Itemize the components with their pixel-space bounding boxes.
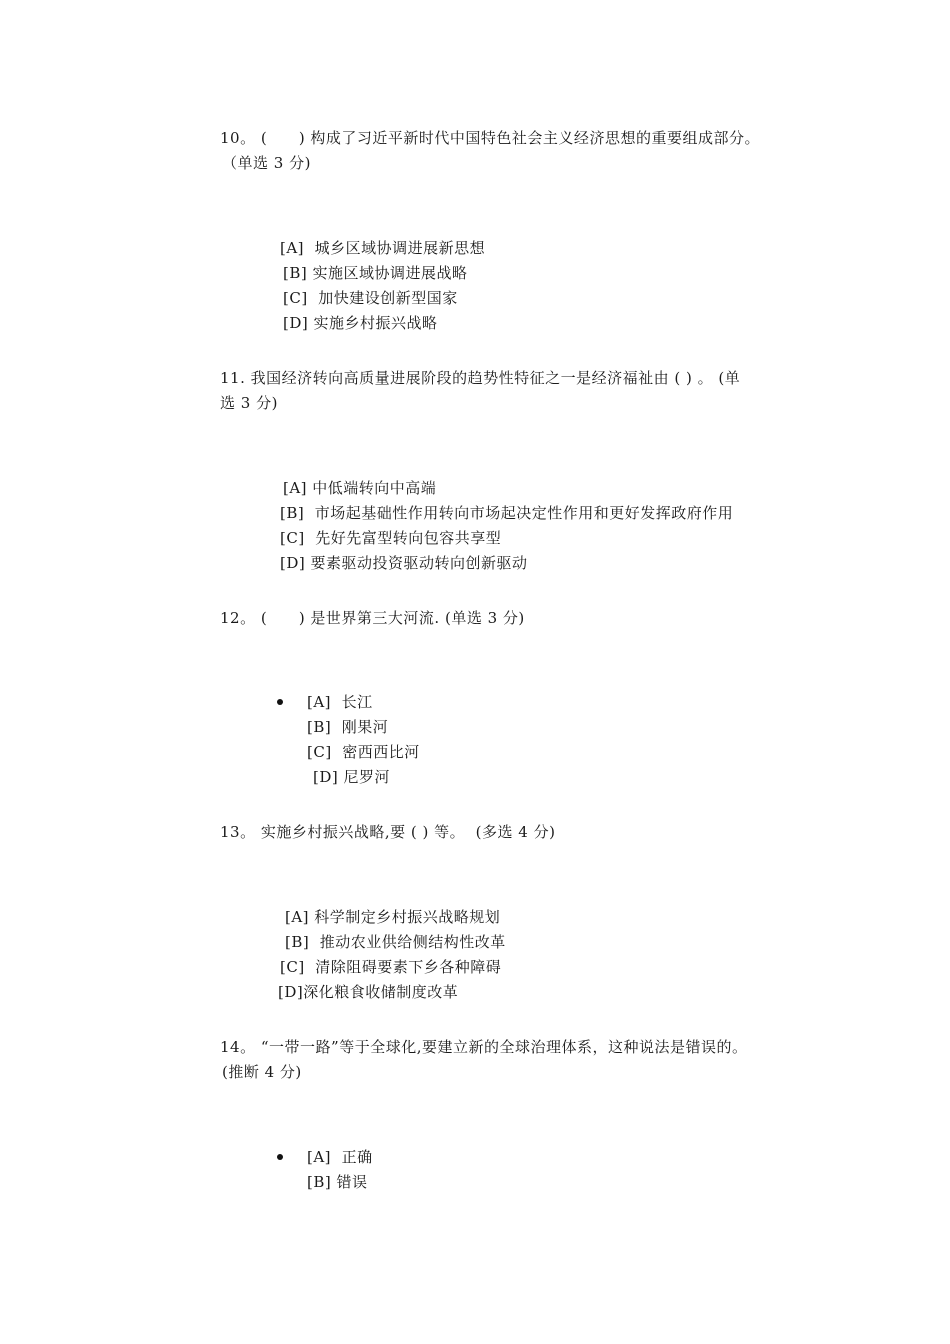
question-10-option-d[interactable]: [D] 实施乡村振兴战略 [283, 314, 438, 332]
question-13-option-a[interactable]: [A] 科学制定乡村振兴战略规划 [285, 908, 501, 926]
question-13-option-b[interactable]: [B] 推动农业供给侧结构性改革 [285, 933, 506, 951]
question-14-option-a[interactable]: [A] 正确 [307, 1148, 373, 1166]
question-10-option-a[interactable]: [A] 城乡区域协调进展新思想 [280, 239, 486, 257]
question-11-option-c[interactable]: [C] 先好先富型转向包容共享型 [280, 529, 502, 547]
question-12-option-a[interactable]: [A] 长江 [307, 693, 373, 711]
question-13-option-c[interactable]: [C] 清除阻碍要素下乡各种障碍 [280, 958, 502, 976]
selected-bullet-icon [277, 699, 283, 705]
question-10-option-c[interactable]: [C] 加快建设创新型国家 [283, 289, 458, 307]
question-11-stem: 11. 我国经济转向高质量进展阶段的趋势性特征之一是经济福祉由 ( ) 。 (单 [220, 369, 741, 387]
question-12-option-b[interactable]: [B] 刚果河 [307, 718, 389, 736]
question-11-option-b[interactable]: [B] 市场起基础性作用转向市场起决定性作用和更好发挥政府作用 [280, 504, 734, 522]
question-12-option-c[interactable]: [C] 密西西比河 [307, 743, 420, 761]
question-10-meta: （单选 3 分) [222, 154, 311, 172]
question-11-meta: 选 3 分) [220, 394, 278, 412]
question-11-option-a[interactable]: [A] 中低端转向中高端 [283, 479, 437, 497]
selected-bullet-icon [277, 1154, 283, 1160]
question-13-stem: 13。 实施乡村振兴战略,要 ( ) 等。 (多选 4 分) [220, 823, 556, 841]
question-14-meta: (推断 4 分) [222, 1063, 302, 1081]
question-13-option-d[interactable]: [D]深化粮食收储制度改革 [278, 983, 459, 1001]
question-12-option-d[interactable]: [D] 尼罗河 [313, 768, 390, 786]
question-12-stem: 12。 ( ) 是世界第三大河流. (单选 3 分) [220, 609, 525, 627]
question-14-stem: 14。 “一带一路”等于全球化,要建立新的全球治理体系，这种说法是错误的。 [220, 1038, 748, 1056]
question-14-option-b[interactable]: [B] 错误 [307, 1173, 368, 1191]
question-11-option-d[interactable]: [D] 要素驱动投资驱动转向创新驱动 [280, 554, 528, 572]
question-10-option-b[interactable]: [B] 实施区域协调进展战略 [283, 264, 468, 282]
question-10-stem: 10。 ( ) 构成了习近平新时代中国特色社会主义经济思想的重要组成部分。 [220, 129, 760, 147]
